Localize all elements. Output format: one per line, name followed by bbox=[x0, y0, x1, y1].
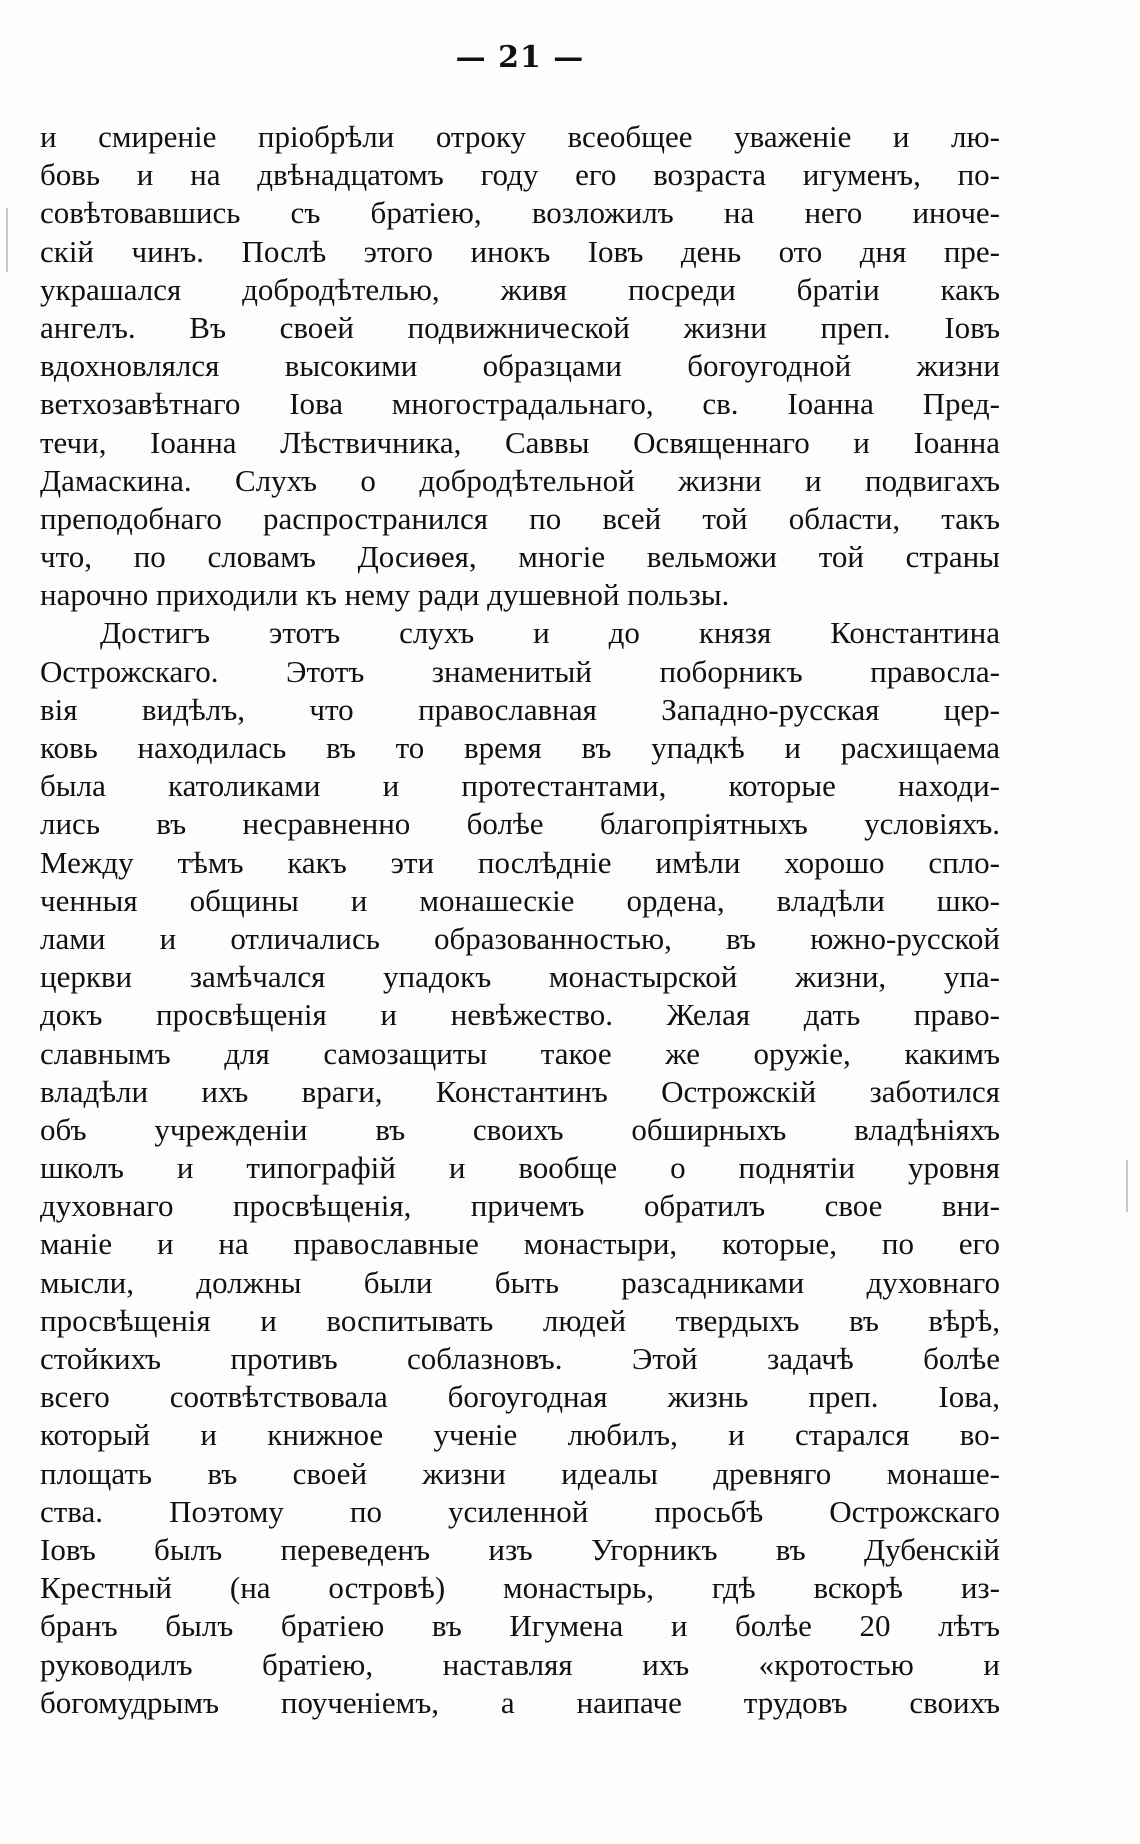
text-line: что, по словамъ Досиѳея, многіе вельможи той страны bbox=[40, 539, 1000, 575]
text-line: лись въ несравненно болѣе благопріятныхъ условіяхъ. bbox=[40, 806, 1000, 842]
text-line: вдохновлялся высокими образцами богоугодной жизни bbox=[40, 348, 1000, 384]
text-line: Дамаскина. Слухъ о добродѣтельной жизни и подвигахъ bbox=[40, 462, 1000, 498]
text-line: ковь находилась въ то время въ упадкѣ и расхищаема bbox=[40, 730, 1000, 765]
margin-mark-left bbox=[6, 208, 8, 272]
text-line: владѣли ихъ враги, Константинъ Острожскій заботился bbox=[40, 1073, 1000, 1109]
text-line: вія видѣлъ, что православная Западно-русская цер- bbox=[40, 691, 1000, 727]
text-line: который и книжное ученіе любилъ, и старался во- bbox=[40, 1417, 1000, 1453]
paragraph-2 bbox=[40, 614, 1000, 1721]
text-line: бовь и на двѣнадцатомъ году его возраста игуменъ, по- bbox=[40, 157, 1000, 193]
text-line: всего соотвѣтствовала богоугодная жизнь преп. Іова, bbox=[40, 1379, 1000, 1415]
text-line: преподобнаго распространился по всей той области, такъ bbox=[40, 500, 1000, 536]
text-line: богомудрымъ поученіемъ, а наипаче трудовъ своихъ bbox=[40, 1684, 1000, 1720]
text-line: церкви замѣчался упадокъ монастырской жизни, упа- bbox=[40, 959, 1000, 995]
text-line: нарочно приходили къ нему ради душевной пользы. bbox=[40, 577, 730, 613]
text-line: бранъ былъ братіею въ Игумена и болѣе 20 лѣтъ bbox=[40, 1608, 1000, 1644]
text-line: духовнаго просвѣщенія, причемъ обратилъ свое вни- bbox=[40, 1188, 1000, 1224]
text-line: площать въ своей жизни идеалы древняго монаше- bbox=[40, 1455, 1000, 1491]
text-line: ветхозавѣтнаго Іова многострадальнаго, св. Іоанна Пред- bbox=[40, 386, 1000, 422]
text-line: украшался добродѣтелью, живя посреди братіи какъ bbox=[40, 271, 1000, 307]
text-line: течи, Іоанна Лѣствичника, Саввы Освященнаго и Іоанна bbox=[40, 424, 1000, 460]
text-line: была католиками и протестантами, которые находи- bbox=[40, 768, 1000, 804]
text-line: маніе и на православные монастыри, которые, по его bbox=[40, 1226, 1000, 1262]
text-line: совѣтовавшись съ братіею, возложилъ на него иноче- bbox=[40, 195, 1000, 231]
text-line: объ учрежденіи въ своихъ обширныхъ владѣніяхъ bbox=[40, 1111, 1000, 1147]
text-line: ангелъ. Въ своей подвижнической жизни преп. Іовъ bbox=[40, 309, 1000, 345]
text-line: докъ просвѣщенія и невѣжество. Желая дать право- bbox=[40, 997, 1000, 1033]
text-line: скій чинъ. Послѣ этого инокъ Іовъ день ото дня пре- bbox=[40, 233, 1000, 269]
text-line: руководилъ братіею, наставляя ихъ «кротостью и bbox=[40, 1646, 1000, 1682]
body-text bbox=[40, 118, 1000, 1722]
text-line: лами и отличались образованностью, въ южно-русской bbox=[40, 920, 1000, 956]
text-line: Достигъ этотъ слухъ и до князя Константина bbox=[100, 615, 1000, 651]
margin-mark-right bbox=[1126, 1160, 1128, 1212]
text-line: Крестный (на островѣ) монастырь, гдѣ вскорѣ из- bbox=[40, 1570, 1000, 1606]
text-line: ченныя общины и монашескіе ордена, владѣли шко- bbox=[40, 882, 1000, 918]
text-line: просвѣщенія и воспитывать людей твердыхъ въ вѣрѣ, bbox=[40, 1302, 1000, 1338]
text-line: Острожскаго. Этотъ знаменитый поборникъ правосла- bbox=[40, 653, 1000, 689]
text-line: стойкихъ противъ соблазновъ. Этой задачѣ болѣе bbox=[40, 1341, 1000, 1376]
text-line: Между тѣмъ какъ эти послѣдніе имѣли хорошо спло- bbox=[40, 844, 1000, 880]
text-line: славнымъ для самозащиты такое же оружіе, какимъ bbox=[40, 1035, 1000, 1071]
text-line: Іовъ былъ переведенъ изъ Угорникъ въ Дубенскій bbox=[40, 1531, 1000, 1567]
page-number: — 21 — bbox=[455, 40, 585, 75]
text-line: ства. Поэтому по усиленной просьбѣ Острожскаго bbox=[40, 1493, 1000, 1529]
text-line: мысли, должны были быть разсадниками духовнаго bbox=[40, 1264, 1000, 1300]
text-line: и смиреніе пріобрѣли отроку всеобщее уваженіе и лю- bbox=[40, 119, 1000, 154]
text-line: школъ и типографій и вообще о поднятіи уровня bbox=[40, 1150, 1000, 1186]
paragraph-1 bbox=[40, 118, 1000, 614]
